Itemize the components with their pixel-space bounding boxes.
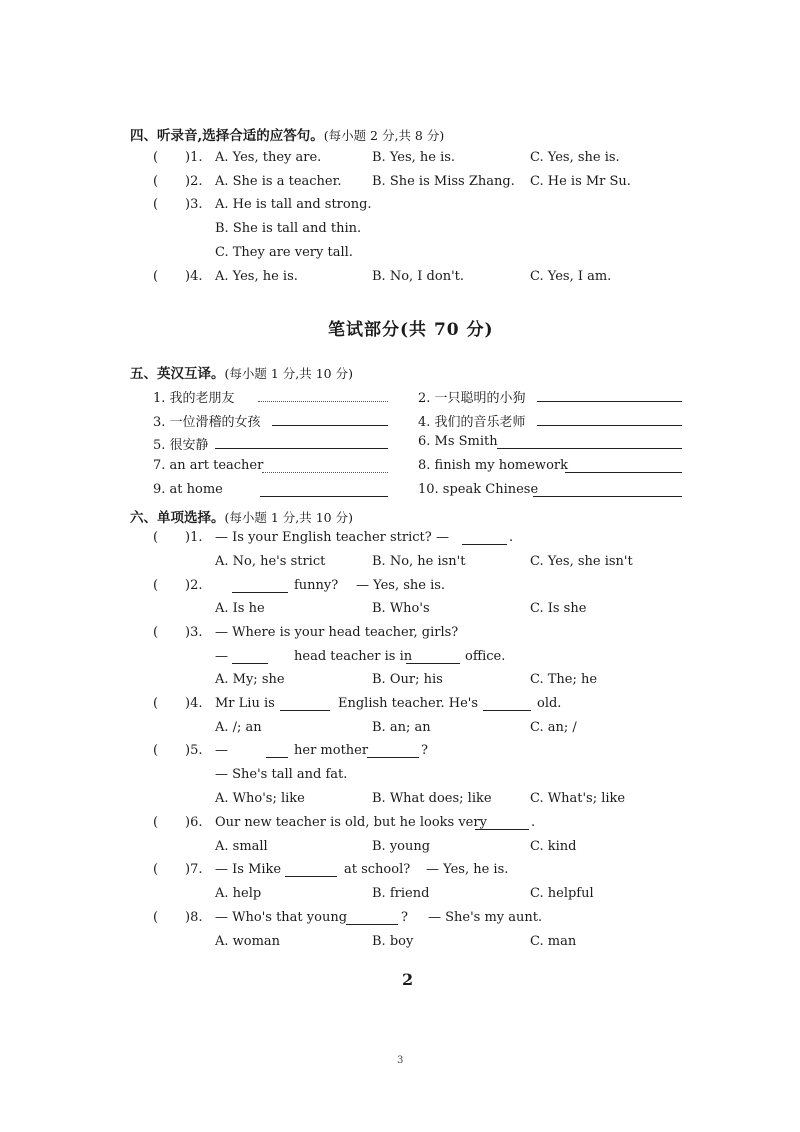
- s6-q7-mid: at school?: [344, 862, 411, 877]
- section5-title: 五、英汉互译。(每小题 1 分,共 10 分): [130, 366, 353, 382]
- s6-q2-option-a: A. Is he: [215, 601, 265, 616]
- s6-q1-blank[interactable]: [462, 544, 507, 545]
- s6-q3-mid: head teacher is in: [294, 649, 413, 664]
- s4-q4-option-c: C. Yes, I am.: [530, 269, 612, 284]
- s6-q2-num: )2.: [185, 578, 203, 593]
- s6-q5-paren: (: [153, 743, 159, 758]
- s6-q2-blank[interactable]: [232, 592, 288, 593]
- s6-q5-blank-2[interactable]: [367, 757, 419, 758]
- s6-q6-stem: Our new teacher is old, but he looks very: [215, 815, 487, 830]
- s6-q5-reply: — She's tall and fat.: [215, 767, 348, 782]
- s5-item-10: 10. speak Chinese: [418, 482, 539, 497]
- s6-q2-option-b: B. Who's: [372, 601, 430, 616]
- s4-q1-option-b: B. Yes, he is.: [372, 150, 456, 165]
- s6-q7-answer: — Yes, he is.: [426, 862, 509, 877]
- s6-q8-paren: (: [153, 910, 159, 925]
- s6-q5-blank-1[interactable]: [266, 757, 288, 758]
- s6-q4-mid: English teacher. He's: [338, 696, 479, 711]
- s6-q3-paren: (: [153, 625, 159, 640]
- s6-q5-dash: —: [215, 743, 228, 758]
- s5-item-5: 5. 很安静: [153, 438, 209, 453]
- s6-q3-stem: — Where is your head teacher, girls?: [215, 625, 459, 640]
- s6-q8-option-a: A. woman: [215, 934, 281, 949]
- s6-q4-blank-2[interactable]: [483, 710, 531, 711]
- s6-q1-dash: —: [436, 530, 449, 545]
- s6-q3-end: office.: [465, 649, 506, 664]
- written-part-title: 笔试部分(共 70 分): [328, 320, 494, 340]
- section5-note: (每小题 1 分,共 10 分): [224, 366, 353, 381]
- s6-q8-answer: — She's my aunt.: [428, 910, 543, 925]
- s6-q6-blank[interactable]: [475, 829, 529, 830]
- s4-q1-option-a: A. Yes, they are.: [215, 150, 322, 165]
- s6-q1-option-c: C. Yes, she isn't: [530, 554, 633, 569]
- s5-item-8-blank[interactable]: [565, 472, 682, 473]
- s6-q1-end: .: [509, 530, 514, 545]
- s6-q1-paren: (: [153, 530, 159, 545]
- s6-q7-option-b: B. friend: [372, 886, 430, 901]
- s5-item-9-blank[interactable]: [260, 496, 388, 497]
- s5-item-7: 7. an art teacher: [153, 458, 264, 473]
- s4-q2-option-b: B. She is Miss Zhang.: [372, 174, 515, 189]
- s4-q4-option-b: B. No, I don't.: [372, 269, 465, 284]
- s6-q4-paren: (: [153, 696, 159, 711]
- footer-page-number: 3: [397, 1055, 404, 1066]
- s6-q8-option-c: C. man: [530, 934, 577, 949]
- s6-q5-mid: her mother: [294, 743, 369, 758]
- s6-q1-num: )1.: [185, 530, 203, 545]
- s5-item-3: 3. 一位滑稽的女孩: [153, 415, 261, 430]
- s6-q4-option-b: B. an; an: [372, 720, 431, 735]
- s6-q4-option-a: A. /; an: [215, 720, 262, 735]
- s6-q1-stem: — Is your English teacher strict?: [215, 530, 432, 545]
- s6-q5-option-c: C. What's; like: [530, 791, 626, 806]
- s6-q3-blank-2[interactable]: [406, 663, 460, 664]
- s6-q4-blank-1[interactable]: [280, 710, 330, 711]
- s5-item-3-blank[interactable]: [272, 425, 388, 426]
- s6-q3-blank-1[interactable]: [232, 663, 268, 664]
- s6-q2-option-c: C. Is she: [530, 601, 587, 616]
- s6-q8-pre: — Who's that young: [215, 910, 348, 925]
- s4-q2-paren: (: [153, 174, 159, 189]
- s6-q5-num: )5.: [185, 743, 203, 758]
- s6-q4-num: )4.: [185, 696, 203, 711]
- s6-q6-end: .: [531, 815, 536, 830]
- s5-item-9: 9. at home: [153, 482, 223, 497]
- s6-q6-option-b: B. young: [372, 839, 431, 854]
- s6-q8-mid: ?: [401, 910, 408, 925]
- s4-q4-option-a: A. Yes, he is.: [215, 269, 298, 284]
- s6-q7-blank[interactable]: [285, 876, 337, 877]
- s6-q3-option-c: C. The; he: [530, 672, 598, 687]
- s4-q4-num: )4.: [185, 269, 203, 284]
- s6-q4-end: old.: [537, 696, 562, 711]
- s5-item-1: 1. 我的老朋友: [153, 391, 235, 406]
- section4-title: 四、听录音,选择合适的应答句。(每小题 2 分,共 8 分): [130, 128, 445, 144]
- s4-q3-paren: (: [153, 197, 159, 212]
- s5-item-1-blank[interactable]: [258, 401, 388, 402]
- section4-note: (每小题 2 分,共 8 分): [323, 128, 445, 143]
- s4-q4-paren: (: [153, 269, 159, 284]
- s6-q3-option-a: A. My; she: [215, 672, 285, 687]
- s6-q2-mid: funny?: [294, 578, 339, 593]
- s6-q3-option-b: B. Our; his: [372, 672, 443, 687]
- s6-q6-num: )6.: [185, 815, 203, 830]
- s4-q2-num: )2.: [185, 174, 203, 189]
- s4-q3-option-b: B. She is tall and thin.: [215, 221, 362, 236]
- s6-q3-num: )3.: [185, 625, 203, 640]
- s6-q6-option-c: C. kind: [530, 839, 577, 854]
- s5-item-4: 4. 我们的音乐老师: [418, 415, 526, 430]
- s5-item-4-blank[interactable]: [537, 425, 682, 426]
- s6-q4-option-c: C. an; /: [530, 720, 577, 735]
- s5-item-6: 6. Ms Smith: [418, 434, 498, 449]
- s5-item-2-blank[interactable]: [537, 401, 682, 402]
- s6-q5-option-a: A. Who's; like: [215, 791, 305, 806]
- s4-q1-option-c: C. Yes, she is.: [530, 150, 620, 165]
- s4-q3-num: )3.: [185, 197, 203, 212]
- section6-title: 六、单项选择。(每小题 1 分,共 10 分): [130, 510, 353, 526]
- s5-item-6-blank[interactable]: [497, 448, 682, 449]
- s6-q7-pre: — Is Mike: [215, 862, 282, 877]
- s6-q2-paren: (: [153, 578, 159, 593]
- s5-item-5-blank[interactable]: [215, 448, 388, 449]
- s6-q4-pre: Mr Liu is: [215, 696, 275, 711]
- s4-q2-option-c: C. He is Mr Su.: [530, 174, 631, 189]
- s6-q7-paren: (: [153, 862, 159, 877]
- s5-item-7-blank[interactable]: [262, 472, 388, 473]
- s6-q6-option-a: A. small: [215, 839, 268, 854]
- s4-q3-option-a: A. He is tall and strong.: [215, 197, 372, 212]
- s4-q2-option-a: A. She is a teacher.: [215, 174, 342, 189]
- s6-q3-dash: —: [215, 649, 228, 664]
- s6-q7-num: )7.: [185, 862, 203, 877]
- s4-q1-num: )1.: [185, 150, 203, 165]
- section6-note: (每小题 1 分,共 10 分): [224, 510, 353, 525]
- s5-item-2: 2. 一只聪明的小狗: [418, 391, 526, 406]
- s6-q7-option-c: C. helpful: [530, 886, 594, 901]
- page-number: 2: [402, 970, 414, 989]
- s6-q5-option-b: B. What does; like: [372, 791, 492, 806]
- s6-q8-num: )8.: [185, 910, 203, 925]
- s5-item-8: 8. finish my homework: [418, 458, 568, 473]
- s6-q6-paren: (: [153, 815, 159, 830]
- s6-q8-blank[interactable]: [346, 924, 398, 925]
- s4-q1-paren: (: [153, 150, 159, 165]
- s5-item-10-blank[interactable]: [533, 496, 682, 497]
- s6-q7-option-a: A. help: [215, 886, 262, 901]
- s6-q1-option-a: A. No, he's strict: [215, 554, 326, 569]
- s6-q5-end: ?: [421, 743, 428, 758]
- s6-q1-option-b: B. No, he isn't: [372, 554, 466, 569]
- s4-q3-option-c: C. They are very tall.: [215, 245, 353, 260]
- s6-q8-option-b: B. boy: [372, 934, 414, 949]
- s6-q2-answer: — Yes, she is.: [356, 578, 446, 593]
